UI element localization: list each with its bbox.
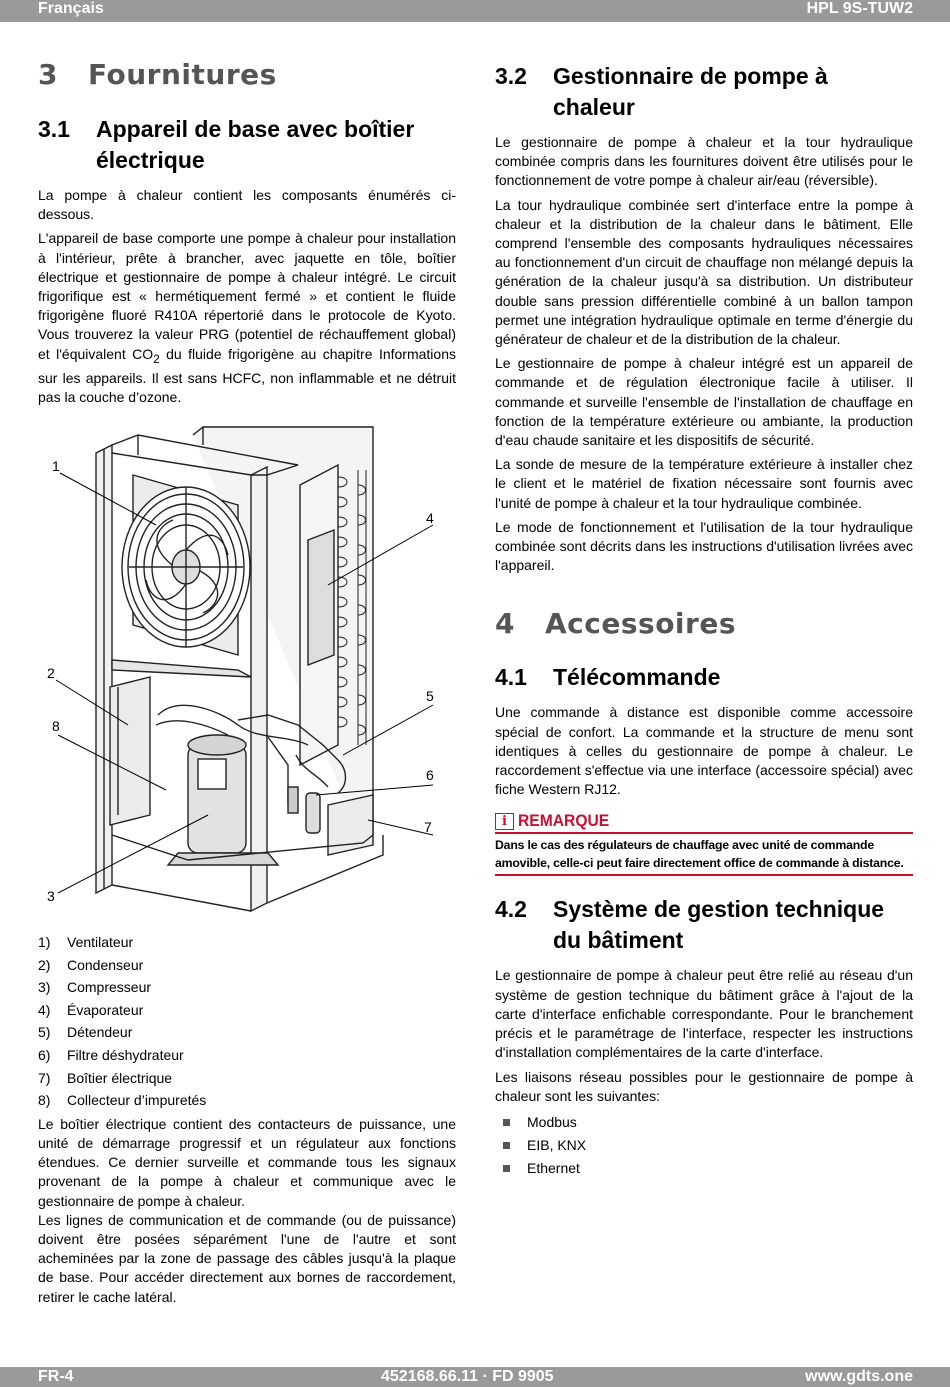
network-list: [495, 1111, 913, 1180]
figure-callout-8: 8: [52, 718, 60, 734]
paragraph: La tour hydraulique combinée sert d'interface entre la pompe à chaleur et la distribution de la chaleur dans le bâtiment. Elle comprend l'ensemble des composants hydrauliques nécessaires au fonctionnement d'un circuit de chauffage non mélangé depuis la génération de la chaleur jusqu'à sa distribution. Un distributeur double sans pression différentielle combiné à un ballon tampon permet une intégration hydraulique optimale en terme d'énergie du générateur de chaleur et de la distribution de la chaleur.: [495, 196, 913, 348]
note-title: REMARQUE: [518, 811, 610, 831]
figure-callout-7: 7: [424, 819, 432, 835]
figure-callout-5: 5: [426, 688, 434, 704]
note-header: [495, 811, 913, 834]
paragraph: Le gestionnaire de pompe à chaleur peut être relié au réseau d'un système de gestion technique du bâtiment grâce à l'ajout de la carte d'interface enfichable correspondante. Pour le branchement précis et le paramétrage de l'interface, respecter les instructions d'installation complémentaires de la carte d'interface.: [495, 967, 913, 1061]
section-title: Appareil de base avec boîtier électrique: [96, 116, 415, 173]
paragraph: Les liaisons réseau possibles pour le gestionnaire de pompe à chaleur sont les suivantes:: [495, 1068, 913, 1104]
list-item: EIB, KNX: [495, 1134, 913, 1157]
header-model: HPL 9S-TUW2: [806, 0, 913, 17]
list-item: Ethernet: [495, 1157, 913, 1180]
subscript: 2: [153, 352, 160, 366]
paragraph: Le gestionnaire de pompe à chaleur et la tour hydraulique combinée compris dans les fournitures doivent être utilisés pour le fonctionnement de votre pompe à chaleur air/eau (réversible).: [495, 134, 913, 189]
figure-callout-4: 4: [426, 510, 434, 526]
section-number: 3.1: [38, 116, 70, 142]
figure-legend: [38, 931, 456, 1112]
list-item: Modbus: [495, 1111, 913, 1134]
footer-page-number: FR-4: [38, 1368, 74, 1385]
left-column: [38, 58, 456, 412]
info-icon: i: [495, 813, 514, 830]
section-title: Gestionnaire de pompe à chaleur: [553, 63, 828, 120]
heat-pump-figure: [38, 415, 456, 925]
legend-item: 6) Filtre déshydrateur: [38, 1046, 184, 1063]
section-4-1-heading: [495, 662, 913, 693]
footer-website: www.gdts.one: [805, 1368, 913, 1385]
section-number: 4.1: [495, 664, 527, 691]
legend-item: 3) Compresseur: [38, 979, 152, 996]
header-language: Français: [38, 0, 104, 17]
bullet-square-icon: [503, 1119, 510, 1126]
footer-doc-ref: 452168.66.11 · FD 9905: [381, 1368, 554, 1385]
paragraph: Le mode de fonctionnement et l'utilisation de la tour hydraulique combinée sont décrits dans les instructions d'utilisation livrées avec l'appareil.: [495, 518, 913, 574]
paragraph: Les lignes de communication et de commande (ou de puissance) doivent être posées séparément l'une de l'autre et sont acheminées par la zone de passage des câbles jusqu'à la plaque de base. Pour accéder directement aux bornes de raccordement, retirer le cache latéral.: [38, 1211, 456, 1305]
note-box: [495, 811, 913, 876]
legend-item: 2) Condenseur: [38, 956, 144, 973]
page-header: [0, 0, 950, 22]
right-column: [495, 58, 913, 1180]
figure-callout-2: 2: [47, 665, 55, 681]
section-title: Système de gestion technique du bâtiment: [553, 896, 885, 954]
paragraph: La sonde de mesure de la température extérieure à installer chez le client et le matériel de fixation nécessaire sont fournis avec l'unité de pompe à chaleur et la tour hydraulique combinée.: [495, 456, 913, 511]
legend-item: 8) Collecteur d’impuretés: [38, 1092, 207, 1109]
section-title: Fournitures: [88, 58, 277, 91]
section-number: 4: [495, 607, 515, 641]
section-number: 4.2: [495, 896, 527, 923]
figure-callout-1: 1: [52, 458, 60, 474]
paragraph: Le boîtier électrique contient des contacteurs de puissance, une unité de démarrage progressif et un régulateur aux fonctions étendues. Ce dernier surveille et commande tous les signaux provenant de la pompe à chaleur et communique avec le gestionnaire de pompe à chaleur.: [38, 1115, 456, 1209]
section-title: Accessoires: [545, 607, 736, 641]
figure-legend-section: [38, 931, 456, 1307]
note-body: Dans le cas des régulateurs de chauffage avec unité de commande amovible, celle-ci peut faire directement office de commande à distance.: [495, 834, 913, 876]
section-number: 3.2: [495, 63, 527, 89]
section-number: 3: [38, 58, 58, 91]
paragraph: [38, 229, 456, 407]
figure-callout-6: 6: [426, 767, 434, 783]
bullet-square-icon: [503, 1165, 510, 1172]
section-4-heading: [495, 607, 913, 640]
paragraph-text: du fluide frigorigène au chapitre Informations sur les appareils. Il est sans HCFC, non inflammable et ne détruit pas la couche d’ozone.: [38, 345, 456, 405]
paragraph-text: L'appareil de base comporte une pompe à chaleur pour installation à l'intérieur, prête à brancher, avec jaquette en tôle, boîtier électrique et gestionnaire de pompe à chaleur intégré. Le circuit frigorifique est « hermétiquement fermé » et contient le fluide frigorigène fluoré R410A répertorié dans le protocole de Kyoto. Vous trouverez la valeur PRG (potentiel de réchauffement global) et l'équivalent CO: [38, 230, 456, 362]
figure-callout-3: 3: [47, 888, 55, 904]
legend-item: 1) Ventilateur: [38, 934, 134, 950]
legend-item: 4) Évaporateur: [38, 1001, 144, 1018]
legend-item: 7) Boîtier électrique: [38, 1069, 173, 1086]
page-footer: [0, 1367, 950, 1387]
paragraph: Une commande à distance est disponible comme accessoire spécial de confort. La commande et la structure de menu sont identiques à celles du gestionnaire de pompe à chaleur. Le raccordement s'effectue via une interface (accessoire spécial) avec fiche Western RJ12.: [495, 704, 913, 798]
section-3-2-heading: [495, 61, 913, 123]
heat-pump-drawing: [38, 415, 456, 925]
section-title: Télécommande: [553, 664, 721, 691]
legend-item: 5) Détendeur: [38, 1024, 133, 1041]
paragraph: Le gestionnaire de pompe à chaleur intégré est un appareil de commande et de régulation électronique facile à utiliser. Il commande et surveille l'ensemble de l'installation de chauffage en fonction de la température extérieure ou ambiante, la production d'eau chaude sanitaire et les dispositifs de sécurité.: [495, 355, 913, 449]
section-3-1-heading: [38, 114, 456, 176]
section-3-heading: [38, 58, 456, 91]
section-4-2-heading: [495, 894, 913, 956]
bullet-square-icon: [503, 1142, 510, 1149]
paragraph: La pompe à chaleur contient les composants énumérés ci-dessous.: [38, 187, 456, 223]
